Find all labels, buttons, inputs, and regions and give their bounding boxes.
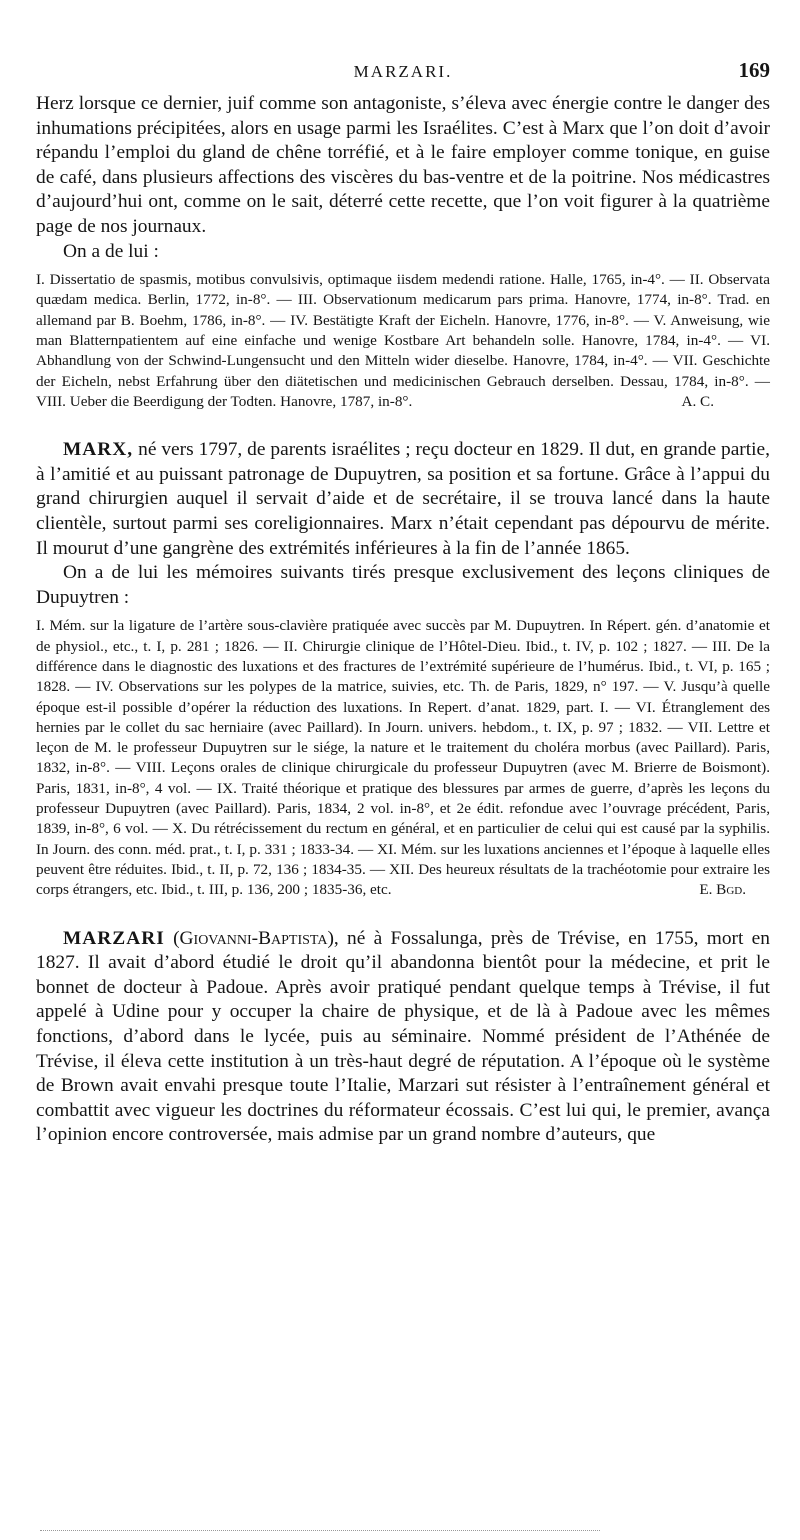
entry-paragraph (36, 927, 770, 1148)
entry-continuation (36, 92, 770, 412)
works-intro: On a de lui les mémoires suivants tirés presque exclusivement des leçons cliniques de Dupuytren : (36, 562, 770, 608)
works-text: I. Mém. sur la ligature de l’artère sous-clavière pratiquée avec succès par M. Dupuytren. In Répert. gén. d’anatomie et de physiol., etc., t. I, p. 281 ; 1826. — II. Chirurgie clinique de l’Hôtel-Dieu. Ibid., t. IV, p. 102 ; 1827. — III. De la différence dans le diagnostic des luxations et des fractures de l’extrémité supérieure de l’humérus. Ibid., t. VI, p. 165 ; 1828. — IV. Observations sur les polypes de la matrice, suivies, etc. Th. de Paris, 1829, n° 197. — V. Jusqu’à quelle époque est-il possible d’opérer la réduction des luxations. In Repert. d’anat. 1829, part. I. — VI. Étranglement des hernies par le collet du sac herniaire (avec Paillard). In Journ. univers. hebdom., t. IX, p. 97 ; 1832. — VII. Lettre et leçon de M. le professeur Dupuytren sur le siége, la nature et le traitement du choléra morbus (avec Paillard). Paris, 1832, in-8°. — VIII. Leçons orales de clinique chirurgicale du professeur Dupuytren (avec M. Brierre de Boismont). Paris, 1831, in-8°, 4 vol. — IX. Traité théorique et pratique des blessures par armes de guerre, d’après les leçons du professeur Dupuytren (avec Paillard). Paris, 1834, 2 vol. in-8°, et 2e édit. refondue avec l’ouvrage précédent, Paris, 1839, in-8°, 6 vol. — X. Du rétrécissement du rectum en général, et en particulier de celui qui est causé par la syphilis. In Journ. des conn. méd. prat., t. I, p. 331 ; 1833-34. — XI. Mém. sur les luxations anciennes et l’époque à laquelle elles peuvent être réduites. Ibid., t. II, p. 72, 136 ; 1834-35. — XII. Des heureux résultats de la trachéotomie pour extraire les corps étrangers, etc. Ibid., t. III, p. 136, 200 ; 1835-36, etc. (36, 617, 770, 899)
running-title: MARZARI. (353, 62, 453, 81)
entry-paragraph (36, 438, 770, 561)
entry-marx (36, 438, 770, 900)
author-signature: E. Bgd. (699, 881, 746, 899)
entry-headword: MARX, (63, 439, 134, 461)
entry-text: né vers 1797, de parents israélites ; reçu docteur en 1829. Il dut, en grande partie, à l’amitié et au puissant patronage de Dupuytren, sa position et sa fortune. Grâce à l’appui du grand chirurgien auquel il servait d’aide et de secrétaire, il se trouva lancé dans la haute clientèle, surtout parmi ses coreligionnaires. Marx n’était cependant pas dépourvu de mérite. Il mourut d’une gangrène des extrémités inférieures à la fin de l’année 1865. (36, 439, 770, 559)
author-signature: A. C. (681, 392, 714, 410)
running-head (36, 58, 770, 92)
entry-marzari (36, 927, 770, 1148)
works-text: I. Dissertatio de spasmis, motibus convulsivis, optimaque iisdem medendi ratione. Halle, 1765, in-4°. — II. Observata quædam medica. Berlin, 1772, in-8°. — III. Observationum medicarum pars prima. Hanovre, 1774, in-8°. Trad. en allemand par B. Boehm, 1786, in-8°. — IV. Bestätigte Kraft der Eicheln. Hanovre, 1776, in-8°. — V. Anweisung, wie man Blatternpatientem auf eine einfache und wenige Kostbare Art behandeln solle. Hanovre, 1784, in-4°. — VI. Abhandlung von der Schwind-Lungensucht und den Mitteln wider dieselbe. Hanovre, 1784, in-4°. — VII. Geschichte der Eicheln, nebst Erfahrung über den diätetischen und medicinischen Gebrauch derselben. Dessau, 1784, in-8°. — VIII. Ueber die Beerdigung der Todten. Hanovre, 1787, in-8°. (36, 271, 770, 410)
footer-rule (40, 1530, 600, 1531)
entry-text: né à Fossalunga, près de Trévise, en 1755, mort en 1827. Il avait d’abord étudié le droit qu’il abandonna bientôt pour la médecine, et prit le bonnet de docteur à Padoue. Après avoir pratiqué pendant quelque temps à Trévise, il fut appelé à Udine pour y occuper la chaire de physique, et de là à Padoue avec les mêmes fonctions, d’abord dans le lycée, puis au séminaire. Nommé président de l’Athénée de Trévise, il éleva cette institution à un très-haut degré de réputation. A l’époque où le système de Brown avait envahi presque toute l’Italie, Marzari sut résister à l’entraînement général et combattit avec vigueur les doctrines du réformateur écossais. C’est lui qui, le premier, avança l’opinion encore controversée, mais admise par un grand nombre d’auteurs, que (36, 927, 770, 1146)
page-number: 169 (738, 58, 770, 82)
entry-headword: MARZARI (63, 927, 165, 949)
continuation-paragraph: Herz lorsque ce dernier, juif comme son antagoniste, s’éleva avec énergie contre le danger des inhumations précipitées, alors en usage parmi les Israélites. C’est à Marx que l’on doit d’avoir répandu l’emploi du gland de chêne torréfié, et à le faire employer comme tonique, en guise de café, dans plusieurs affections des viscères du bas-ventre et de la poitrine. Nos médicastres d’aujourd’hui ont, comme on le sait, déterré cette recette, que l’on voit figurer à la quatrième page de nos journaux. (36, 93, 770, 237)
works-list (36, 616, 770, 900)
works-intro: On a de lui : (63, 240, 159, 262)
entry-given-names: (Giovanni-Baptista), (173, 927, 339, 949)
works-list (36, 270, 770, 412)
